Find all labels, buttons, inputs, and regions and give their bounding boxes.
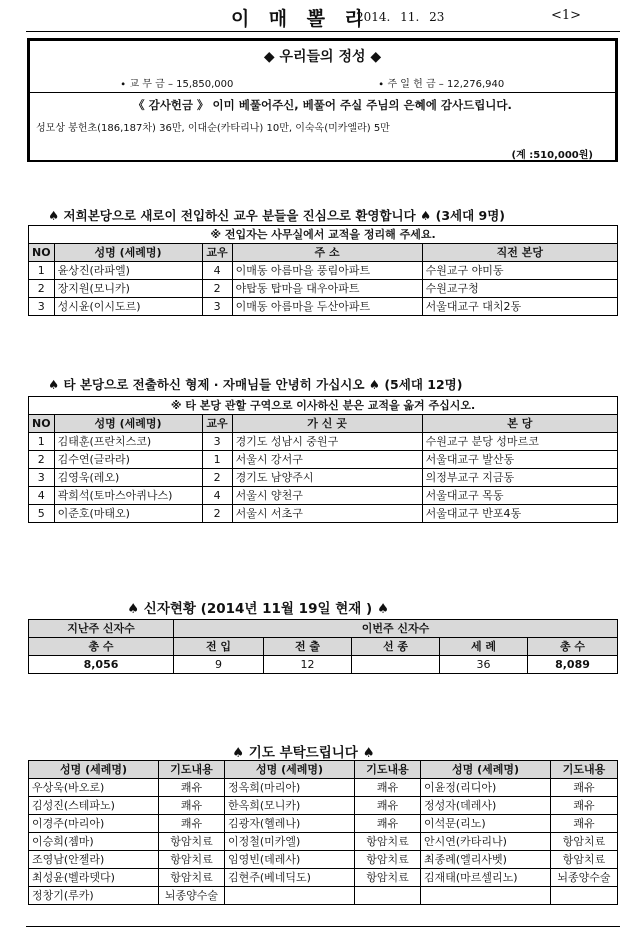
table-cell: 경기도 남양주시 <box>232 469 422 487</box>
table-cell: 정성자(데레사) <box>421 797 551 815</box>
transfer-heading: ♠ 타 본당으로 전출하신 형제 · 자매님들 안녕히 가십시오 ♠ (5세대 12명) <box>48 377 463 392</box>
table-cell: 5 <box>29 505 55 523</box>
table-cell: 수원교구 야미동 <box>422 262 617 280</box>
col-death: 선 종 <box>352 638 440 656</box>
transfer-note: ※ 타 본당 관할 구역으로 이사하신 분은 교적을 옮겨 주십시오. <box>29 397 618 415</box>
col-address: 주 소 <box>232 244 422 262</box>
col-name-3: 성명 (세례명) <box>421 761 551 779</box>
table-cell: 쾌유 <box>355 779 421 797</box>
table-row <box>29 505 618 523</box>
col-name-1: 성명 (세례명) <box>29 761 159 779</box>
value-total-last: 8,056 <box>29 656 174 674</box>
col-total-last: 총 수 <box>29 638 174 656</box>
table-cell: 뇌종양수술 <box>551 869 618 887</box>
table-cell: 이준호(마태오) <box>54 505 202 523</box>
col-baptism: 세 례 <box>440 638 528 656</box>
table-cell: 서울시 양천구 <box>232 487 422 505</box>
table-row <box>29 298 618 316</box>
col-no: NO <box>29 415 55 433</box>
sunday-amount: ∙ 주 일 헌 금 – 12,276,940 <box>378 79 505 90</box>
welcome-header-row <box>29 244 618 262</box>
last-week-label: 지난주 신자수 <box>29 620 174 638</box>
table-cell: 임영빈(데레사) <box>225 851 355 869</box>
offering-title: ◆ 우리들의 정성 ◆ <box>263 49 382 65</box>
table-cell: 서울대교구 발산동 <box>422 451 617 469</box>
table-cell <box>551 887 618 905</box>
table-cell: 정창기(루카) <box>29 887 159 905</box>
table-cell: 3 <box>29 298 55 316</box>
table-cell: 최성윤(벨라뎃다) <box>29 869 159 887</box>
table-cell: 4 <box>29 487 55 505</box>
table-cell: 항암치료 <box>355 833 421 851</box>
table-cell: 서울대교구 목동 <box>422 487 617 505</box>
table-row <box>29 833 618 851</box>
table-cell: 쾌유 <box>551 797 618 815</box>
table-cell: 쾌유 <box>159 815 225 833</box>
col-name: 성명 (세례명) <box>54 244 202 262</box>
table-cell: 쾌유 <box>551 779 618 797</box>
table-cell: 조영남(안젤라) <box>29 851 159 869</box>
col-name-2: 성명 (세례명) <box>225 761 355 779</box>
col-prev-parish: 직전 본당 <box>422 244 617 262</box>
table-cell: 이석문(리노) <box>421 815 551 833</box>
col-no: NO <box>29 244 55 262</box>
table-cell: 3 <box>202 433 232 451</box>
welcome-table <box>28 225 618 316</box>
prayer-heading: ♠ 기도 부탁드립니다 ♠ <box>232 745 375 761</box>
footer-rule <box>26 926 620 927</box>
table-cell: 이경주(마리아) <box>29 815 159 833</box>
table-cell: 3 <box>29 469 55 487</box>
table-cell: 이매동 아름마을 풍림아파트 <box>232 262 422 280</box>
table-row <box>29 433 618 451</box>
table-cell: 김재태(마르셀리노) <box>421 869 551 887</box>
transfer-table <box>28 396 618 523</box>
table-cell: 쾌유 <box>355 815 421 833</box>
value-total-this: 8,089 <box>528 656 618 674</box>
divider <box>30 92 615 93</box>
table-cell: 의정부교구 지금동 <box>422 469 617 487</box>
table-cell <box>421 887 551 905</box>
bulletin-title: 이 매 뽈 리 <box>231 8 367 30</box>
table-row <box>29 869 618 887</box>
col-members: 교우 <box>202 244 232 262</box>
table-row <box>29 887 618 905</box>
table-cell: 김수연(글라라) <box>54 451 202 469</box>
table-cell: 1 <box>202 451 232 469</box>
table-cell: 4 <box>202 262 232 280</box>
table-cell: 이윤정(리디아) <box>421 779 551 797</box>
table-cell: 쾌유 <box>551 815 618 833</box>
table-cell: 뇌종양수술 <box>159 887 225 905</box>
table-cell: 최종례(엘리사벳) <box>421 851 551 869</box>
table-cell: 야탑동 탑마을 대우아파트 <box>232 280 422 298</box>
table-row <box>29 451 618 469</box>
table-cell: 쾌유 <box>159 797 225 815</box>
table-cell: 서울시 서초구 <box>232 505 422 523</box>
table-cell: 장지원(모니카) <box>54 280 202 298</box>
table-row <box>29 851 618 869</box>
table-cell: 서울대교구 대치2동 <box>422 298 617 316</box>
offering-box <box>27 38 618 162</box>
this-week-label: 이번주 신자수 <box>174 620 618 638</box>
prayer-table <box>28 760 618 905</box>
col-members: 교우 <box>202 415 232 433</box>
table-cell: 곽희석(토마스아퀴나스) <box>54 487 202 505</box>
col-content-3: 기도내용 <box>551 761 618 779</box>
col-total-this: 총 수 <box>528 638 618 656</box>
col-move-out: 전 출 <box>264 638 352 656</box>
table-cell: 쾌유 <box>355 797 421 815</box>
welcome-note: ※ 전입자는 사무실에서 교적을 정리해 주세요. <box>29 226 618 244</box>
table-cell: 김현주(베네딕도) <box>225 869 355 887</box>
table-row <box>29 262 618 280</box>
table-cell: 4 <box>202 487 232 505</box>
table-cell: 김영욱(레오) <box>54 469 202 487</box>
table-cell: 서울대교구 반포4동 <box>422 505 617 523</box>
table-cell <box>355 887 421 905</box>
tithe-amount: ∙ 교 무 금 – 15,850,000 <box>120 79 234 90</box>
offering-total: (계 :510,000원) <box>511 150 593 161</box>
prayer-header-row <box>29 761 618 779</box>
donor-list: 성모상 봉헌초(186,187차) 36만, 이대순(카타리나) 10만, 이숙옥(미카엘라) 5만 <box>36 123 390 134</box>
table-cell: 항암치료 <box>355 851 421 869</box>
value-baptism: 36 <box>440 656 528 674</box>
table-cell: 이매동 아름마을 두산아파트 <box>232 298 422 316</box>
offering-amounts <box>30 75 615 89</box>
page-number: <1> <box>551 8 582 23</box>
table-cell: 항암치료 <box>551 833 618 851</box>
bulletin-date: 2014. 11. 23 <box>356 10 445 24</box>
table-cell: 2 <box>202 505 232 523</box>
table-cell: 김광자(헬레나) <box>225 815 355 833</box>
table-cell: 이승희(젬마) <box>29 833 159 851</box>
table-row <box>29 779 618 797</box>
table-cell: 윤상진(라파엘) <box>54 262 202 280</box>
believers-heading: ♠ 신자현황 (2014년 11월 19일 현재 ) ♠ <box>127 601 389 617</box>
table-cell: 항암치료 <box>159 869 225 887</box>
col-destination: 가 신 곳 <box>232 415 422 433</box>
table-cell: 항암치료 <box>551 851 618 869</box>
table-cell: 3 <box>202 298 232 316</box>
table-row <box>29 280 618 298</box>
table-row <box>29 487 618 505</box>
table-cell: 수원교구청 <box>422 280 617 298</box>
table-cell: 1 <box>29 433 55 451</box>
table-cell: 경기도 성남시 중원구 <box>232 433 422 451</box>
col-content-2: 기도내용 <box>355 761 421 779</box>
table-cell: 2 <box>202 280 232 298</box>
table-cell <box>225 887 355 905</box>
table-cell: 2 <box>29 280 55 298</box>
table-cell: 한옥희(모니카) <box>225 797 355 815</box>
col-name: 성명 (세례명) <box>54 415 202 433</box>
value-move-out: 12 <box>264 656 352 674</box>
believers-header-row <box>29 638 618 656</box>
table-cell: 1 <box>29 262 55 280</box>
table-cell: 김태훈(프란치스코) <box>54 433 202 451</box>
table-cell: 안시연(카타리나) <box>421 833 551 851</box>
table-cell: 항암치료 <box>159 833 225 851</box>
value-move-in: 9 <box>174 656 264 674</box>
bulletin-header <box>26 4 620 30</box>
table-cell: 김성진(스테파노) <box>29 797 159 815</box>
table-cell: 우상욱(바오로) <box>29 779 159 797</box>
table-cell: 쾌유 <box>159 779 225 797</box>
col-move-in: 전 입 <box>174 638 264 656</box>
table-cell: 항암치료 <box>159 851 225 869</box>
table-row <box>29 469 618 487</box>
thanks-text: 《 감사헌금 》 이미 베풀어주신, 베풀어 주실 주님의 은혜에 감사드립니다. <box>133 98 512 112</box>
table-cell: 수원교구 분당 성마르코 <box>422 433 617 451</box>
table-cell: 서울시 강서구 <box>232 451 422 469</box>
believers-value-row <box>29 656 618 674</box>
table-cell: 항암치료 <box>355 869 421 887</box>
value-death <box>352 656 440 674</box>
col-content-1: 기도내용 <box>159 761 225 779</box>
table-cell: 정옥희(마리아) <box>225 779 355 797</box>
transfer-header-row <box>29 415 618 433</box>
col-parish: 본 당 <box>422 415 617 433</box>
welcome-heading: ♠ 저희본당으로 새로이 전입하신 교우 분들을 진심으로 환영합니다 ♠ (3세대 9명) <box>48 208 506 223</box>
table-cell: 2 <box>202 469 232 487</box>
table-cell: 이정철(미카엘) <box>225 833 355 851</box>
table-row <box>29 815 618 833</box>
table-cell: 2 <box>29 451 55 469</box>
table-cell: 성시윤(이시도르) <box>54 298 202 316</box>
believers-table <box>28 619 618 674</box>
table-row <box>29 797 618 815</box>
header-rule <box>26 31 620 32</box>
